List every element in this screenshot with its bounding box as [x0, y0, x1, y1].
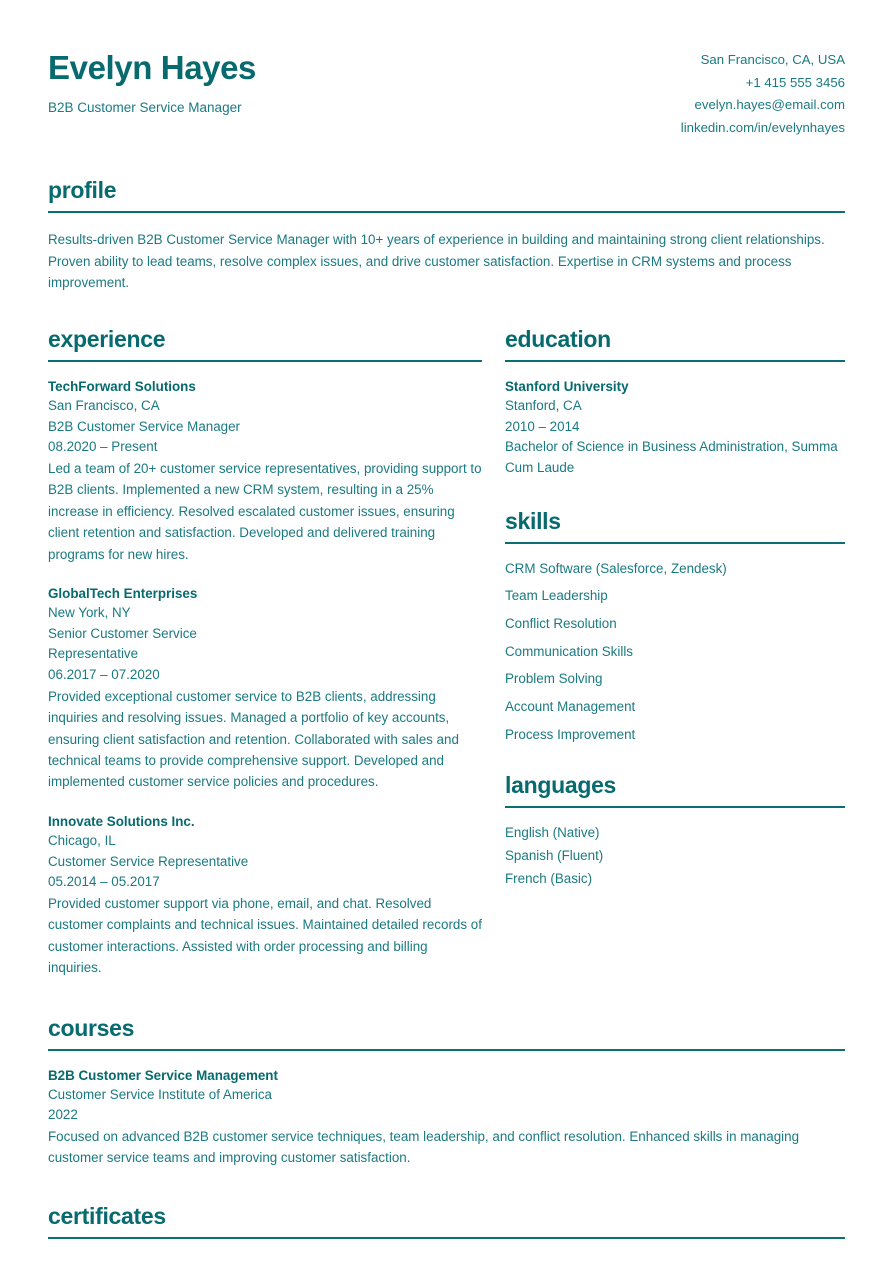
skills-section — [505, 507, 845, 744]
contact-linkedin[interactable]: linkedin.com/in/evelynhayes — [680, 120, 845, 136]
courses-section — [0, 1014, 893, 1169]
course-description: Focused on advanced B2B customer service techniques, team leadership, and conflict resolution. Enhanced skills in managing customer service teams and improving customer satisfaction. — [48, 1128, 800, 1166]
list-item: Problem Solving — [505, 671, 603, 687]
experience-entry — [48, 812, 482, 979]
experience-entry — [48, 584, 482, 793]
experience-dates: 08.2020 – Present — [48, 439, 158, 455]
experience-location: Chicago, IL — [48, 832, 116, 848]
skills-heading: skills — [505, 507, 561, 534]
experience-role: Customer Service Representative — [48, 853, 249, 869]
experience-heading: experience — [48, 325, 166, 352]
experience-entry — [48, 377, 482, 565]
list-item: French (Basic) — [505, 870, 593, 886]
experience-dates: 06.2017 – 07.2020 — [48, 667, 160, 683]
experience-dates: 05.2014 – 05.2017 — [48, 874, 160, 890]
experience-description: Provided exceptional customer service to B2B clients, addressing inquiries and resolving issues. Managed a portfolio of key accounts, ensuring client satisfaction and retention. Collaborated with sales and technical teams to provide comprehensive support. Developed and implemented customer service policies and procedures. — [48, 688, 459, 790]
education-divider — [505, 360, 845, 362]
education-entry — [505, 377, 845, 479]
list-item: Spanish (Fluent) — [505, 848, 604, 864]
experience-location: San Francisco, CA — [48, 397, 160, 413]
courses-divider — [48, 1049, 845, 1051]
contact-block — [681, 47, 845, 140]
body-columns — [0, 325, 893, 979]
experience-description: Provided customer support via phone, email, and chat. Resolved customer complaints and technical issues. Maintained detailed records of customer interactions. Assisted with order processing and billing inquiries. — [48, 895, 482, 976]
education-section — [505, 325, 845, 479]
certificates-heading: certificates — [48, 1202, 166, 1229]
courses-heading: courses — [48, 1014, 135, 1041]
languages-section — [505, 774, 845, 887]
list-item: English (Native) — [505, 825, 600, 841]
experience-role: Senior Customer Service Representative — [48, 625, 197, 662]
left-column — [48, 325, 482, 979]
course-year: 2022 — [48, 1107, 78, 1123]
skills-divider — [505, 542, 845, 544]
education-heading: education — [505, 325, 611, 352]
right-column — [505, 325, 845, 892]
education-dates: 2010 – 2014 — [505, 418, 580, 434]
experience-role: B2B Customer Service Manager — [48, 418, 241, 434]
skills-list — [505, 560, 845, 744]
languages-heading: languages — [505, 772, 617, 799]
contact-location: San Francisco, CA, USA — [700, 52, 845, 67]
list-item: Account Management — [505, 698, 636, 714]
identity-block — [48, 47, 256, 116]
list-item: Process Improvement — [505, 726, 636, 742]
languages-divider — [505, 806, 845, 808]
courses-entry — [48, 1066, 845, 1169]
course-title: B2B Customer Service Management — [48, 1067, 278, 1083]
experience-divider — [48, 360, 482, 362]
profile-divider — [48, 211, 845, 213]
contact-phone[interactable]: +1 415 555 3456 — [745, 74, 845, 90]
list-item: Conflict Resolution — [505, 615, 617, 631]
course-provider: Customer Service Institute of America — [48, 1086, 273, 1102]
languages-list — [505, 824, 845, 887]
certificates-section — [0, 1202, 893, 1239]
education-organization: Stanford University — [505, 378, 629, 394]
experience-organization: Innovate Solutions Inc. — [48, 813, 195, 829]
education-degree: Bachelor of Science in Business Administration, Summa Cum Laude — [505, 439, 838, 475]
profile-heading: profile — [48, 176, 117, 203]
contact-email[interactable]: evelyn.hayes@email.com — [694, 97, 845, 113]
profile-text: Results-driven B2B Customer Service Manager with 10+ years of experience in building and maintaining strong client relationships. Proven ability to lead teams, resolve complex issues, and drive customer satisfaction. Expertise in CRM systems and process improvement. — [48, 231, 825, 291]
education-location: Stanford, CA — [505, 397, 582, 413]
experience-section — [48, 325, 482, 979]
experience-location: New York, NY — [48, 605, 131, 621]
candidate-name: Evelyn Hayes — [48, 49, 257, 86]
candidate-job-title: B2B Customer Service Manager — [48, 99, 242, 115]
certificates-divider — [48, 1237, 845, 1239]
list-item: Team Leadership — [505, 588, 608, 604]
resume-header — [0, 0, 893, 140]
experience-organization: TechForward Solutions — [48, 378, 196, 394]
list-item: CRM Software (Salesforce, Zendesk) — [505, 560, 727, 576]
experience-description: Led a team of 20+ customer service representatives, providing support to B2B clients. Implemented a new CRM system, resulting in a 25% increase in efficiency. Resolved escalated customer issues, ensuring client retention and satisfaction. Developed and delivered training programs for new hires. — [48, 460, 482, 562]
experience-organization: GlobalTech Enterprises — [48, 586, 198, 602]
list-item: Communication Skills — [505, 643, 633, 659]
profile-section — [0, 176, 893, 294]
